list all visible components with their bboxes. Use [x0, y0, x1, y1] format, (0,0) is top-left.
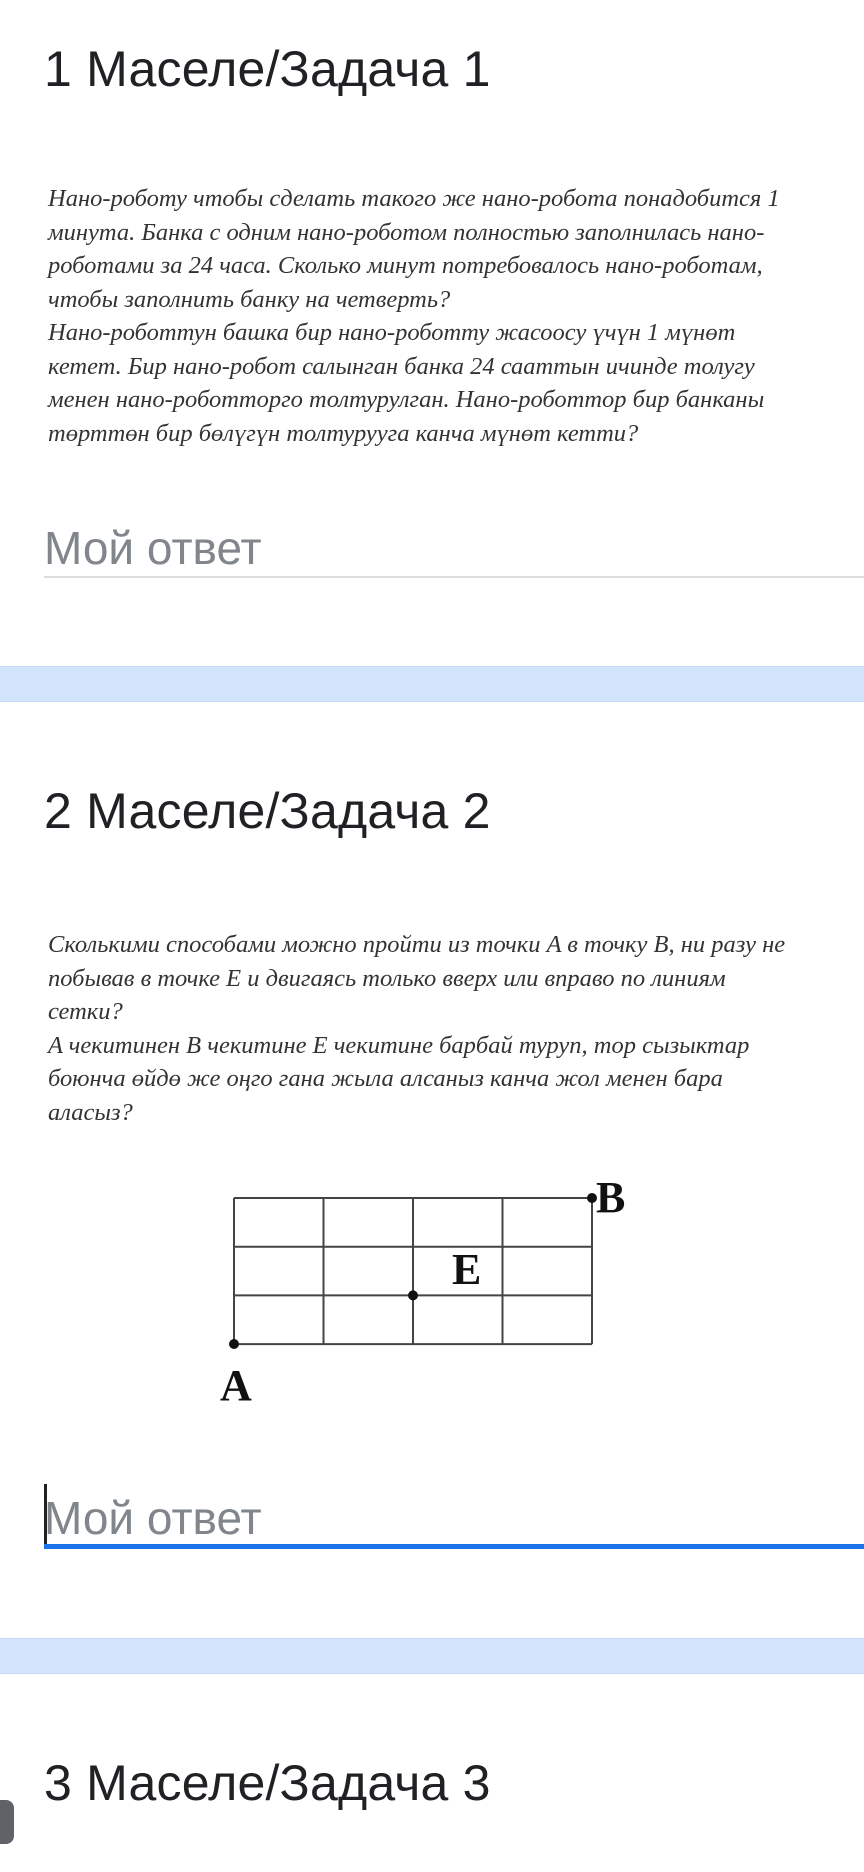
grid-lines: [234, 1198, 592, 1344]
side-scroll-handle[interactable]: [0, 1800, 14, 1844]
question-title: 2 Маселе/Задача 2: [44, 783, 491, 839]
label-b: B: [596, 1173, 626, 1222]
answer-input-2[interactable]: [44, 1488, 864, 1548]
label-e: E: [452, 1245, 482, 1294]
answer-field-wrapper: [44, 516, 864, 580]
question-text: Нано-роботу чтобы сделать такого же нано-робота понадобится 1 минута. Банка с одним нано-роботом полностью заполнилась нано- роботами за 24 часа. Сколько минут потребовалось нано-роботам, чтобы заполнить банку на четверть? Нано-роботтун башка бир нано-роботту жасоосу үчүн 1 мүнөт кетет. Бир нано-робот салынган банка 24 сааттын ичинде толугу менен нано-роботторго толтурулган. Нано-роботтор бир банканы төрттөн бир бөлүгүн толтурууга канча мүнөт кетти?: [48, 185, 780, 447]
section-separator: [0, 666, 864, 702]
question-card-2: [0, 702, 864, 1638]
question-card-3: [0, 1674, 864, 1872]
answer-underline-focused: [44, 1544, 864, 1549]
point-a-dot: [229, 1339, 239, 1349]
question-text: Сколькими способами можно пройти из точки A в точку B, ни разу не побывав в точке E и двигаясь только вверх или вправо по линиям сетки? A чекитинен B чекитине E чекитине барбай туруп, тор сызыктар боюнча өйдө же оңго гана жыла алсаныз канча жол менен бара аласыз?: [48, 931, 786, 1126]
grid-figure: [200, 1122, 720, 1402]
point-e-dot: [408, 1290, 418, 1300]
answer-underline: [44, 576, 864, 578]
section-separator: [0, 1638, 864, 1674]
question-title: 3 Маселе/Задача 3: [44, 1755, 491, 1811]
answer-input-1[interactable]: [44, 516, 864, 580]
text-caret: [44, 1484, 47, 1544]
label-a: A: [220, 1361, 252, 1402]
answer-field-wrapper: [44, 1488, 864, 1548]
question-card-1: [0, 0, 864, 666]
question-title: 1 Маселе/Задача 1: [44, 41, 491, 97]
